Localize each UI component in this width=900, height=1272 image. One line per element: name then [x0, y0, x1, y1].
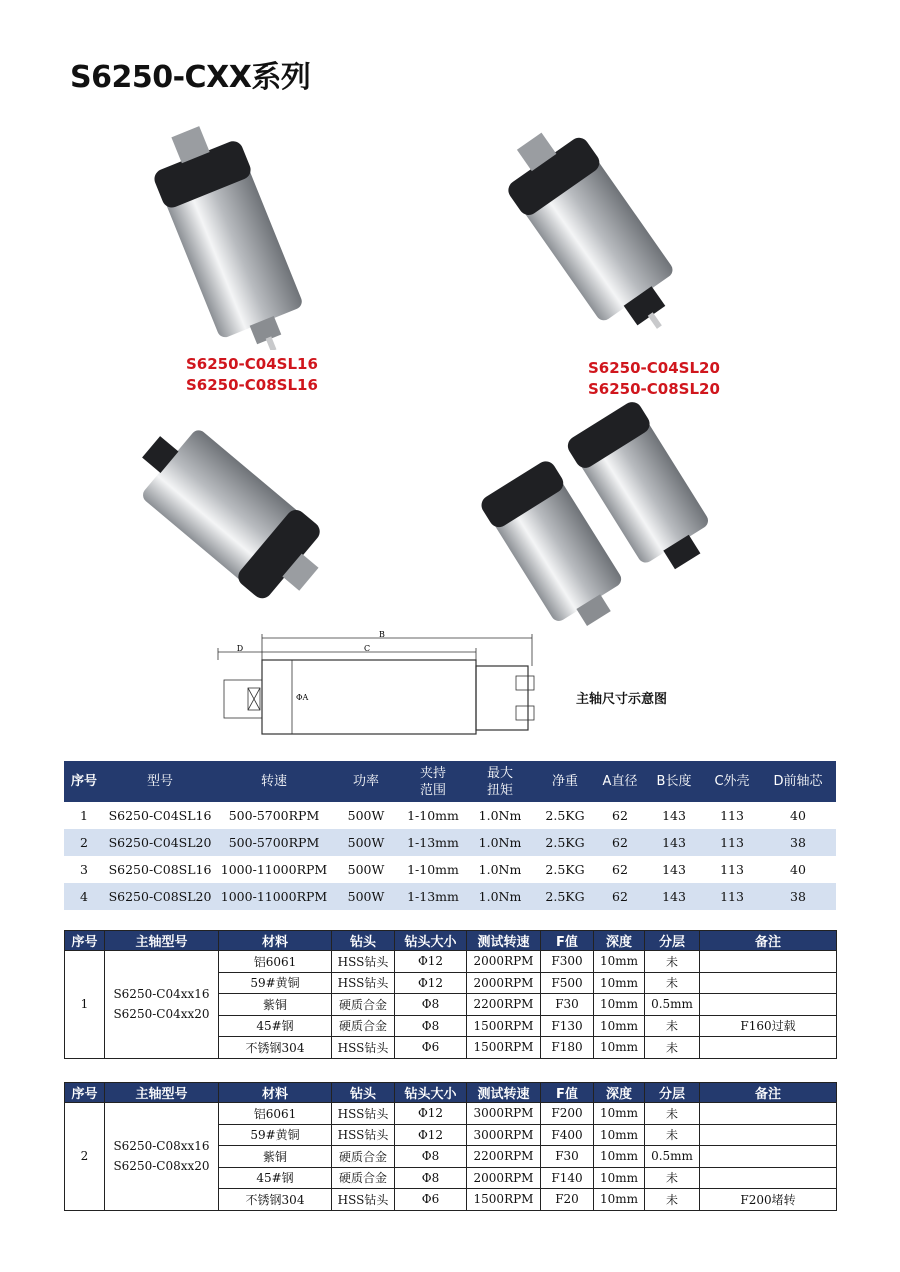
spec-header-row [64, 761, 836, 802]
table-cell: 10mm [594, 1146, 645, 1168]
table-cell: Φ12 [395, 1124, 467, 1146]
table-cell: 2200RPM [467, 1146, 541, 1168]
table-cell: 143 [662, 808, 686, 823]
diagram-caption: 主轴尺寸示意图 [576, 692, 668, 707]
table-cell: Φ12 [395, 951, 467, 973]
model-label: S6250-C04SL20 [588, 359, 720, 377]
header-cell: 功率 [332, 761, 400, 802]
header-cell: 分层 [645, 1083, 700, 1103]
table-cell: HSS钻头 [332, 972, 395, 994]
model-label: S6250-C08SL20 [588, 380, 720, 398]
header-cell: 序号 [65, 1083, 105, 1103]
table-cell [700, 972, 837, 994]
header-cell: 序号 [64, 761, 104, 802]
table-cell: Φ12 [395, 1103, 467, 1125]
table-cell: S6250-C08SL20 [104, 883, 216, 910]
table-cell: S6250-C08SL16 [108, 862, 212, 877]
table-cell: 1.0Nm [466, 883, 534, 910]
table-cell: F300 [541, 951, 594, 973]
dimension-diagram [212, 630, 552, 742]
table-cell: 未 [645, 972, 700, 994]
table-cell: 1500RPM [467, 1015, 541, 1037]
table-cell: 未 [645, 1015, 700, 1037]
table-cell [700, 1167, 837, 1189]
model-name: S6250-C04xx16 [113, 987, 210, 1002]
table-cell: F160过载 [700, 1015, 837, 1037]
table-cell [700, 1103, 837, 1125]
spindle-image-1 [110, 110, 340, 350]
table-cell: 4 [64, 883, 104, 910]
header-cell: 材料 [219, 931, 332, 951]
dim-label-d: D [236, 644, 244, 653]
table-cell: 1000-11000RPM [220, 862, 328, 877]
spindle-image-3 [115, 408, 345, 618]
table-cell: 2000RPM [467, 951, 541, 973]
table-row [64, 883, 836, 910]
table-cell: 1000-11000RPM [216, 883, 332, 910]
model-label: S6250-C04SL16 [186, 355, 318, 373]
table-cell: 硬质合金 [332, 1015, 395, 1037]
table-cell: 59#黄铜 [219, 972, 332, 994]
table-cell: 38 [760, 829, 836, 856]
header-cell: 钻头大小 [395, 931, 467, 951]
cut-header-row [65, 1083, 837, 1103]
page-title: S6250-CXX系列 [70, 60, 311, 95]
table-cell: Φ8 [395, 1167, 467, 1189]
table-cell: HSS钻头 [332, 1103, 395, 1125]
header-cell: 测试转速 [467, 931, 541, 951]
table-cell: F140 [541, 1167, 594, 1189]
header-cell: 型号 [104, 761, 216, 802]
table-cell: 2000RPM [467, 972, 541, 994]
header-cell: D前轴芯 [760, 761, 836, 802]
table-cell: 2000RPM [467, 1167, 541, 1189]
table-cell: 1 [80, 808, 88, 823]
table-cell: 2200RPM [467, 994, 541, 1016]
table-cell: 143 [662, 862, 686, 877]
table-cell: 45#钢 [219, 1015, 332, 1037]
model-cell [105, 1103, 219, 1211]
header-cell: F值 [541, 1083, 594, 1103]
table-cell: F30 [541, 1146, 594, 1168]
table-cell: 1.0Nm [478, 808, 522, 823]
header-cell: A直径 [596, 761, 644, 802]
table-cell: 38 [760, 883, 836, 910]
table-cell: S6250-C04SL20 [104, 829, 216, 856]
table-cell [700, 994, 837, 1016]
table-cell: F500 [541, 972, 594, 994]
spindle-image-4 [470, 395, 730, 645]
table-cell: 500W [347, 862, 385, 877]
header-cell: 材料 [219, 1083, 332, 1103]
table-cell: 1500RPM [467, 1189, 541, 1211]
model-name: S6250-C08xx20 [113, 1159, 210, 1174]
table-cell: 1-10mm [407, 808, 459, 823]
left-model-labels [186, 354, 318, 396]
table-cell: 1-13mm [400, 829, 466, 856]
table-cell: Φ6 [395, 1189, 467, 1211]
table-cell: 10mm [594, 972, 645, 994]
header-cell: 深度 [594, 931, 645, 951]
table-row [64, 856, 836, 883]
table-cell: 铝6061 [219, 1103, 332, 1125]
right-model-labels [588, 358, 720, 400]
table-cell: 10mm [594, 1124, 645, 1146]
table-cell: 10mm [594, 1103, 645, 1125]
table-cell: 62 [596, 883, 644, 910]
table-cell: 硬质合金 [332, 1167, 395, 1189]
model-name: S6250-C08xx16 [113, 1139, 210, 1154]
model-name: S6250-C04xx20 [113, 1007, 210, 1022]
table-cell: 500-5700RPM [228, 808, 320, 823]
header-cell: 备注 [700, 1083, 837, 1103]
table-cell: 62 [612, 808, 628, 823]
table-cell: 113 [720, 862, 744, 877]
table-cell: 500W [332, 883, 400, 910]
table-cell: 铝6061 [219, 951, 332, 973]
header-cell: 净重 [534, 761, 596, 802]
table-cell: 62 [596, 829, 644, 856]
header-cell: 深度 [594, 1083, 645, 1103]
table-cell: 10mm [594, 994, 645, 1016]
header-cell: B长度 [644, 761, 704, 802]
table-cell: 143 [644, 883, 704, 910]
table-cell: F130 [541, 1015, 594, 1037]
table-cell: 2 [64, 829, 104, 856]
table-cell: 硬质合金 [332, 1146, 395, 1168]
table-cell: 2.5KG [545, 808, 585, 823]
table-cell: 500-5700RPM [216, 829, 332, 856]
table-cell: 3 [80, 862, 88, 877]
model-cell [105, 951, 219, 1059]
header-cell: 钻头大小 [395, 1083, 467, 1103]
header-cell: 序号 [65, 931, 105, 951]
table-cell: 500W [347, 808, 385, 823]
table-cell: S6250-C04SL16 [108, 808, 212, 823]
table-cell: Φ8 [395, 994, 467, 1016]
table-cell: 0.5mm [645, 994, 700, 1016]
table-cell: 113 [720, 808, 744, 823]
table-cell: 113 [704, 829, 760, 856]
index-cell: 2 [65, 1103, 105, 1211]
cut-table-1 [64, 930, 837, 1059]
table-cell: 40 [790, 862, 806, 877]
header-cell: 夹持 范围 [400, 761, 466, 802]
table-cell: 62 [612, 862, 628, 877]
table-cell: 不锈钢304 [219, 1189, 332, 1211]
table-cell: 未 [645, 1037, 700, 1059]
cut-header-row [65, 931, 837, 951]
table-row [64, 802, 836, 829]
table-cell: 45#钢 [219, 1167, 332, 1189]
index-cell: 1 [65, 951, 105, 1059]
header-cell: 分层 [645, 931, 700, 951]
table-cell: F400 [541, 1124, 594, 1146]
cut-table-2 [64, 1082, 837, 1211]
table-cell: 未 [645, 1103, 700, 1125]
table-cell: 未 [645, 951, 700, 973]
table-row [64, 829, 836, 856]
table-cell [700, 1037, 837, 1059]
table-cell: 10mm [594, 1037, 645, 1059]
header-cell: 转速 [216, 761, 332, 802]
header-cell: 测试转速 [467, 1083, 541, 1103]
table-cell: 143 [644, 829, 704, 856]
header-cell: 钻头 [332, 1083, 395, 1103]
table-cell: Φ12 [395, 972, 467, 994]
table-row [65, 1103, 837, 1125]
spindle-image-2 [460, 118, 720, 338]
table-cell [700, 1124, 837, 1146]
table-cell: 2.5KG [534, 883, 596, 910]
table-cell: 硬质合金 [332, 994, 395, 1016]
table-cell: 0.5mm [645, 1146, 700, 1168]
table-cell: F20 [541, 1189, 594, 1211]
table-cell: 10mm [594, 1015, 645, 1037]
header-cell: 钻头 [332, 931, 395, 951]
table-cell: F200堵转 [700, 1189, 837, 1211]
header-cell: 最大 扭矩 [466, 761, 534, 802]
table-cell: 113 [704, 883, 760, 910]
spec-table [64, 761, 836, 910]
table-cell: 1.0Nm [466, 829, 534, 856]
table-cell: 59#黄铜 [219, 1124, 332, 1146]
table-cell: HSS钻头 [332, 1124, 395, 1146]
table-cell: 3000RPM [467, 1103, 541, 1125]
header-cell: C外壳 [704, 761, 760, 802]
table-cell: 3000RPM [467, 1124, 541, 1146]
table-cell: 500W [332, 829, 400, 856]
table-cell: 10mm [594, 1189, 645, 1211]
dim-label-c: C [363, 644, 371, 653]
header-cell: F值 [541, 931, 594, 951]
table-cell: HSS钻头 [332, 1189, 395, 1211]
table-cell: 2.5KG [534, 829, 596, 856]
table-cell: 1.0Nm [478, 862, 522, 877]
table-cell: 紫铜 [219, 1146, 332, 1168]
table-row [65, 951, 837, 973]
table-cell: Φ6 [395, 1037, 467, 1059]
table-cell: Φ8 [395, 1015, 467, 1037]
table-cell: HSS钻头 [332, 1037, 395, 1059]
table-cell: HSS钻头 [332, 951, 395, 973]
table-cell: 40 [790, 808, 806, 823]
model-label: S6250-C08SL16 [186, 376, 318, 394]
table-cell [700, 1146, 837, 1168]
table-cell: 1-13mm [400, 883, 466, 910]
table-cell: F200 [541, 1103, 594, 1125]
table-cell [700, 951, 837, 973]
header-cell: 主轴型号 [105, 1083, 219, 1103]
table-cell: F30 [541, 994, 594, 1016]
table-cell: 1500RPM [467, 1037, 541, 1059]
header-cell: 备注 [700, 931, 837, 951]
table-cell: F180 [541, 1037, 594, 1059]
table-cell: 未 [645, 1124, 700, 1146]
dim-label-b: B [379, 630, 385, 639]
table-cell: 10mm [594, 1167, 645, 1189]
table-cell: 2.5KG [545, 862, 585, 877]
table-cell: 未 [645, 1189, 700, 1211]
table-cell: 紫铜 [219, 994, 332, 1016]
table-cell: 10mm [594, 951, 645, 973]
table-cell: 不锈钢304 [219, 1037, 332, 1059]
table-cell: Φ8 [395, 1146, 467, 1168]
table-cell: 1-10mm [407, 862, 459, 877]
table-cell: 未 [645, 1167, 700, 1189]
dim-label-a: ΦA [296, 693, 309, 702]
header-cell: 主轴型号 [105, 931, 219, 951]
